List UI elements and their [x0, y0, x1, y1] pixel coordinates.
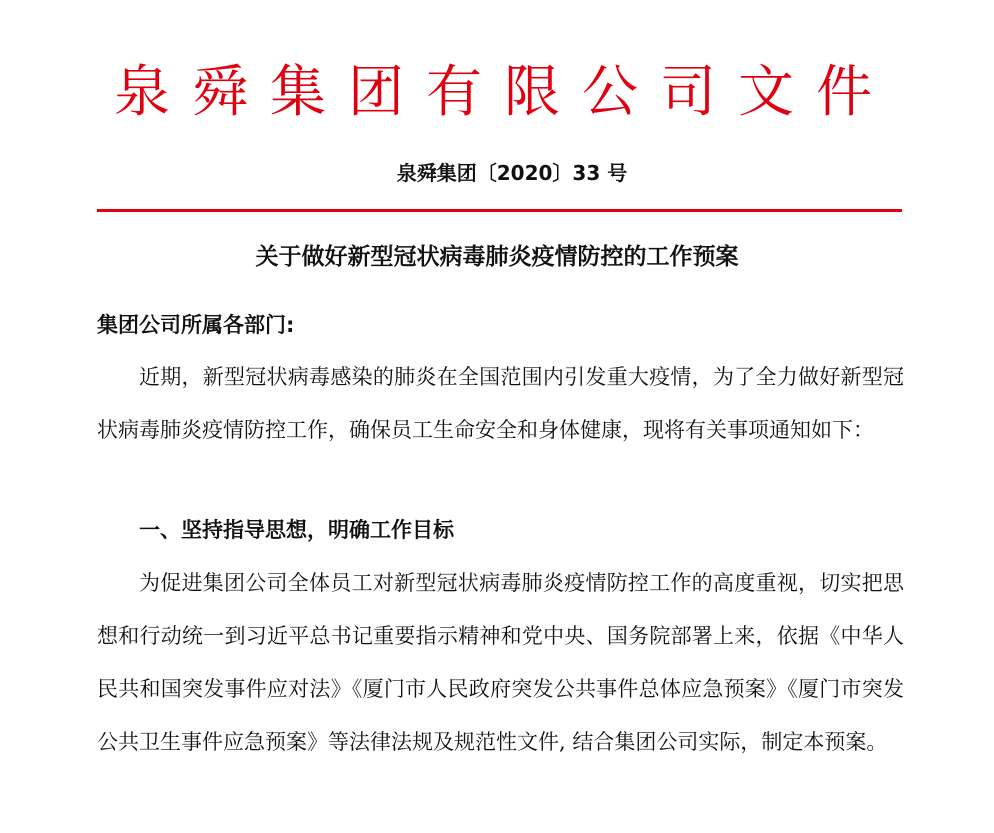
red-separator-rule	[97, 209, 902, 212]
document-title: 关于做好新型冠状病毒肺炎疫情防控的工作预案	[255, 244, 739, 270]
addressee-line: 集团公司所属各部门:	[97, 313, 295, 337]
section-1-paragraph: 为促进集团公司全体员工对新型冠状病毒肺炎疫情防控工作的高度重视，切实把思想和行动统一到习近平总书记重要指示精神和党中央、国务院部署上来，依据《中华人民共和国突发事件应对法》《厦门市人民政府突发公共事件总体应急预案》《厦门市突发公共卫生事件应急预案》等法律法规及规范性文件, 结合集团公司实际，制定本预案。	[97, 571, 904, 754]
issuer-red-header: 泉舜集团有限公司文件	[114, 60, 894, 125]
document-number: 泉舜集团〔2020〕33 号	[396, 161, 628, 185]
section-1-heading: 一、坚持指导思想，明确工作目标	[139, 518, 454, 542]
intro-paragraph: 近期，新型冠状病毒感染的肺炎在全国范围内引发重大疫情，为了全力做好新型冠状病毒肺炎疫情防控工作，确保员工生命安全和身体健康，现将有关事项通知如下：	[97, 365, 904, 442]
